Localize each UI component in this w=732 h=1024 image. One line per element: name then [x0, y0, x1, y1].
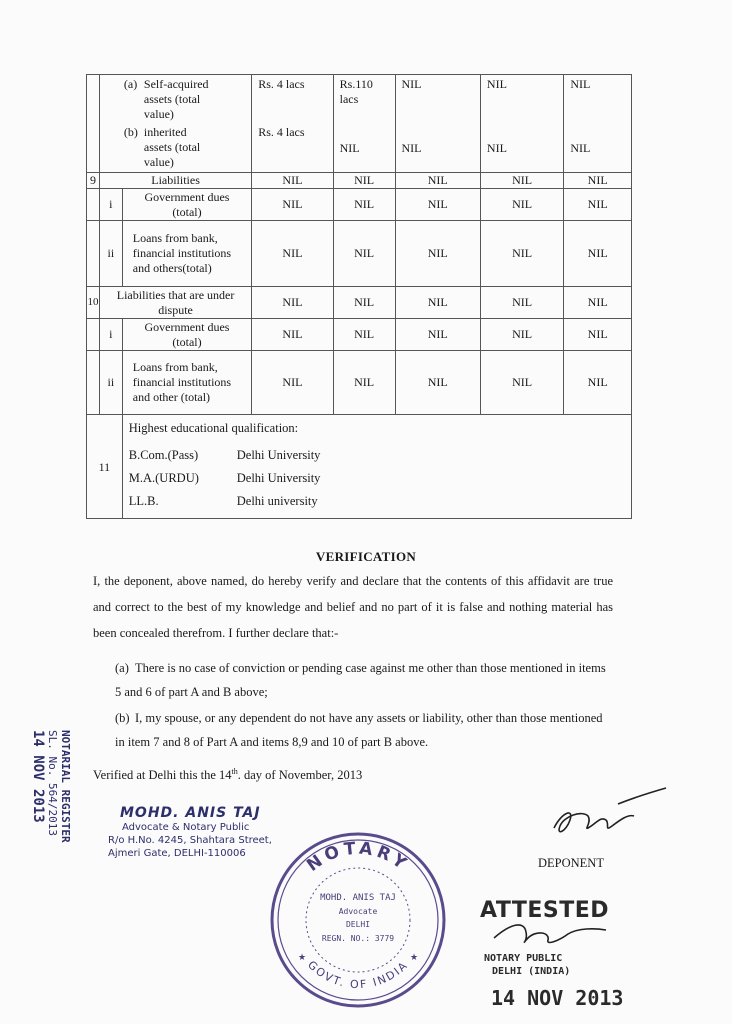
asset-letter: (a)	[123, 77, 138, 91]
seal-star-icon: ★	[298, 952, 307, 962]
row-value: NIL	[333, 319, 395, 351]
asset-value-cell	[395, 75, 480, 173]
assets-desc-cell	[99, 75, 251, 173]
register-date: 14 NOV 2013	[30, 730, 46, 823]
education-heading: Highest educational qualification:	[128, 420, 299, 435]
seal-center-line: REGN. NO.: 3779	[321, 934, 395, 943]
row-value: NIL	[395, 221, 480, 287]
row-value: NIL	[480, 351, 563, 415]
row-num: 9	[87, 173, 100, 189]
seal-bottom-text: GOVT. OF INDIA	[305, 958, 411, 992]
row-num-cell	[87, 221, 100, 287]
row-value: NIL	[480, 287, 563, 319]
clause-text: I, my spouse, or any dependent do not have any assets or liability, other than those mentioned in item 7 and 8 of Part A and items 8,9 and 10 of part B above.	[115, 711, 603, 749]
asset-value: NIL	[401, 77, 422, 91]
education-row	[87, 415, 632, 519]
asset-letter: (b)	[123, 125, 138, 139]
asset-value-cell	[333, 75, 395, 173]
asset-label-line: assets (total	[143, 92, 201, 106]
row-value: NIL	[564, 351, 632, 415]
row-value: NIL	[480, 319, 563, 351]
row-value: NIL	[333, 351, 395, 415]
university: Delhi University	[236, 447, 321, 462]
row-sub: ii	[99, 221, 122, 287]
notary-seal	[268, 820, 448, 1015]
register-line: SL. No. 564/2013	[46, 730, 59, 836]
row-value: NIL	[564, 221, 632, 287]
row-value: NIL	[480, 189, 563, 221]
row-value: NIL	[333, 189, 395, 221]
row-num-cell	[87, 189, 100, 221]
row-value: NIL	[480, 173, 563, 189]
asset-value: NIL	[486, 77, 507, 91]
row-num: 10	[87, 287, 100, 319]
asset-value: NIL	[339, 141, 360, 155]
table-row	[87, 351, 632, 415]
inherited-label	[124, 125, 251, 170]
row-desc: Loans from bank, financial institutions and other (total)	[122, 351, 251, 415]
verified-suffix: . day of November, 2013	[237, 768, 363, 783]
row-num-cell	[87, 75, 100, 173]
row-value: NIL	[333, 173, 395, 189]
table-row	[87, 319, 632, 351]
row-value: NIL	[564, 319, 632, 351]
seal-center-line: Advocate	[338, 907, 378, 916]
asset-label-line: Self-acquired	[143, 77, 209, 91]
education-cell	[122, 415, 631, 519]
register-line: NOTARIAL REGISTER	[59, 730, 72, 843]
row-num-cell	[87, 319, 100, 351]
asset-value: NIL	[570, 77, 591, 91]
clause-a	[115, 656, 615, 704]
row-sub: i	[99, 319, 122, 351]
attested-date: 14 NOV 2013	[491, 986, 624, 1010]
asset-label-line: value)	[143, 107, 174, 121]
asset-value-cell	[480, 75, 563, 173]
clause-text: There is no case of conviction or pending case against me other than those mentioned in items 5 and 6 of part A and B above;	[115, 661, 606, 699]
degree: LL.B.	[128, 493, 159, 508]
seal-center-line: MOHD. ANIS TAJ	[320, 893, 396, 903]
asset-value: Rs.110 lacs	[339, 77, 373, 106]
asset-label-line: assets (total	[143, 140, 201, 154]
row-value: NIL	[333, 287, 395, 319]
degree: M.A.(URDU)	[128, 470, 199, 485]
row-value: NIL	[252, 189, 333, 221]
notary-public-stamp	[484, 952, 570, 978]
row-sub: ii	[99, 351, 122, 415]
self-acquired-label	[124, 77, 251, 122]
row-num: 11	[87, 415, 123, 519]
row-value: NIL	[564, 173, 632, 189]
table-row	[87, 287, 632, 319]
row-value: NIL	[395, 173, 480, 189]
table-row	[87, 221, 632, 287]
seal-top-text: NOTARY	[303, 838, 413, 876]
university: Delhi university	[236, 493, 318, 508]
row-value: NIL	[252, 173, 333, 189]
deponent-label: DEPONENT	[538, 856, 604, 870]
row-sub: i	[99, 189, 122, 221]
row-desc: Government dues (total)	[122, 189, 251, 221]
row-desc: Government dues (total)	[122, 319, 251, 351]
notary-public-line: NOTARY PUBLIC	[484, 953, 563, 964]
notarial-register-stamp	[30, 730, 72, 843]
asset-label-line: value)	[143, 155, 174, 169]
verified-prefix: Verified at Delhi this the 14	[93, 768, 232, 783]
notary-line: R/o H.No. 4245, Shahtara Street,	[108, 835, 272, 846]
row-value: NIL	[252, 319, 333, 351]
asset-value-cell	[564, 75, 632, 173]
row-value: NIL	[252, 287, 333, 319]
asset-value-cell	[252, 75, 333, 173]
row-desc: Loans from bank, financial institutions and others(total)	[122, 221, 251, 287]
clause-label: (a)	[115, 661, 129, 675]
row-desc: Liabilities	[99, 173, 251, 189]
row-value: NIL	[564, 287, 632, 319]
row-value: NIL	[395, 351, 480, 415]
table-row	[87, 189, 632, 221]
affidavit-table	[86, 74, 632, 519]
attested-stamp: ATTESTED	[480, 898, 610, 923]
education-list	[129, 448, 631, 509]
clause-label: (b)	[115, 711, 130, 725]
assets-row	[87, 75, 632, 173]
asset-value: Rs. 4 lacs	[258, 77, 305, 91]
notary-public-line: DELHI (INDIA)	[492, 966, 571, 977]
row-value: NIL	[480, 221, 563, 287]
table-row	[87, 173, 632, 189]
clause-b	[115, 706, 615, 754]
asset-value: Rs. 4 lacs	[258, 125, 305, 139]
seal-center-line: DELHI	[345, 920, 371, 929]
seal-star-icon: ★	[410, 952, 419, 962]
deponent-signature	[548, 786, 670, 850]
asset-value: NIL	[486, 141, 507, 155]
row-value: NIL	[395, 189, 480, 221]
notary-line: Advocate & Notary Public	[122, 822, 250, 833]
notary-name: MOHD. ANIS TAJ	[120, 805, 261, 821]
row-value: NIL	[252, 221, 333, 287]
notary-address-stamp	[108, 805, 272, 860]
row-value: NIL	[395, 287, 480, 319]
svg-text:GOVT. OF INDIA	[305, 958, 411, 991]
asset-label-line: inherited	[143, 125, 187, 139]
row-desc: Liabilities that are under dispute	[99, 287, 251, 319]
row-value: NIL	[564, 189, 632, 221]
asset-value: NIL	[401, 141, 422, 155]
row-value: NIL	[252, 351, 333, 415]
verified-line	[93, 767, 362, 783]
row-value: NIL	[395, 319, 480, 351]
notary-line: Ajmeri Gate, DELHI-110006	[108, 848, 246, 859]
verification-intro: I, the deponent, above named, do hereby verify and declare that the contents of this affidavit are true and correct to the best of my knowledge and belief and no part of it is false and nothing material has been concealed therefrom. I further declare that:-	[93, 574, 613, 640]
row-num-cell	[87, 351, 100, 415]
asset-value: NIL	[570, 141, 591, 155]
degree: B.Com.(Pass)	[128, 447, 199, 462]
verified-sup: th	[231, 767, 238, 776]
university: Delhi University	[236, 470, 321, 485]
verification-title: VERIFICATION	[315, 549, 417, 564]
row-value: NIL	[333, 221, 395, 287]
